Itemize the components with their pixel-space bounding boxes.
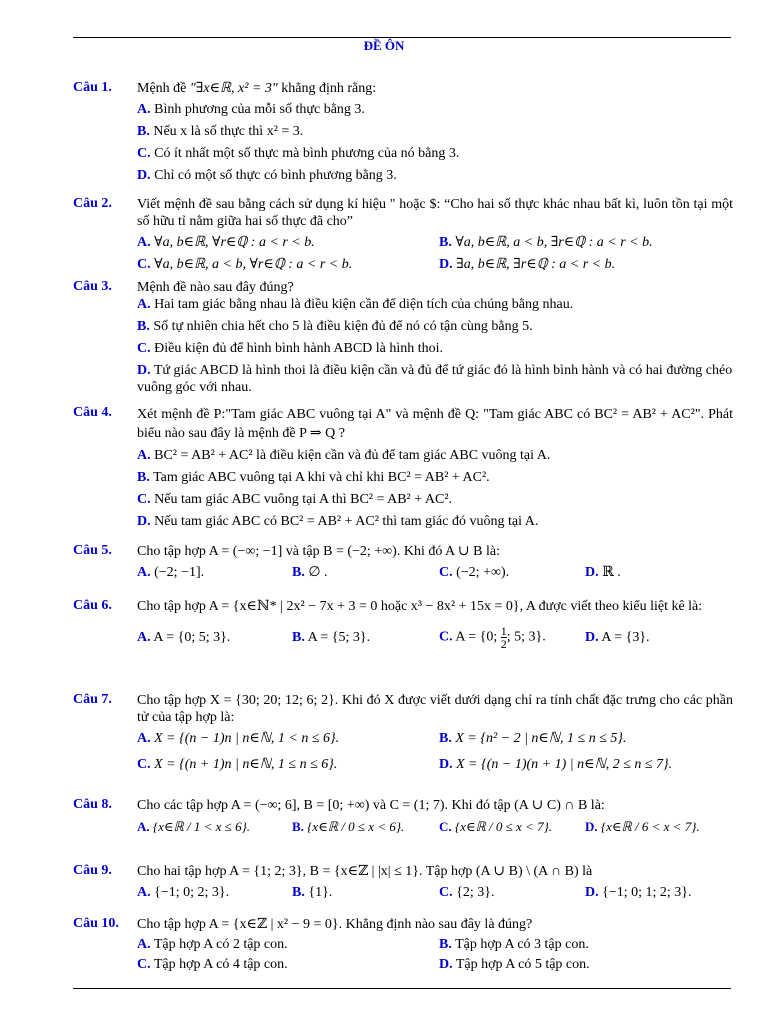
fraction: $\frac{1}{2}$ [500,624,507,651]
question-2 [73,196,733,274]
question-stem: Cho hai tập hợp A = {1; 2; 3}, B = {x∈ℤ | |x| ≤ 1}. Tập hợp (A ∪ B) \ (A ∩ B) là [137,864,593,879]
question-7 [73,692,733,774]
option-a: A. ∀a, b∈ℝ, ∀r∈ℚ : a < r < b. [137,235,315,250]
question-stem: Cho các tập hợp A = (−∞; 6], B = [0; +∞) và C = (1; 7). Khi đó tập (A ∪ C) ∩ B là: [137,798,605,813]
question-stem: Cho tập hợp A = {x∈ℕ* | 2x² − 7x + 3 = 0 hoặc x³ − 8x² + 15x = 0}, A được viết theo kiểu liệt kê là: [137,599,703,614]
bottom-rule [73,988,731,989]
option-a: A. X = {(n − 1)n | n∈ℕ, 1 < n ≤ 6}. [137,731,340,746]
question-number: Câu 2. [73,196,112,211]
question-stem: Mệnh đề nào sau đây đúng? [137,280,294,295]
option-b: B. Nếu x là số thực thì x² = 3. [137,124,304,139]
question-stem: Cho tập hợp A = {x∈ℤ | x² − 9 = 0}. Khẳng định nào sau đây là đúng? [137,917,533,932]
question-6 [73,598,733,650]
option-a: A. A = {0; 5; 3}. [137,629,231,645]
question-number: Câu 4. [73,405,112,420]
option-d: D. Nếu tam giác ABC có BC² = AB² + AC² thì tam giác đó vuông tại A. [137,514,539,529]
question-number: Câu 8. [73,797,112,812]
option-d: D. X = {(n − 1)(n + 1) | n∈ℕ, 2 ≤ n ≤ 7}. [439,757,673,772]
option-b: B. A = {5; 3}. [292,629,371,645]
option-b: B. Số tự nhiên chia hết cho 5 là điều kiện đủ để nó có tận cùng bằng 5. [137,319,533,334]
option-b: B. ∅ . [292,565,328,580]
option-a: A. Tập hợp A có 2 tập con. [137,937,288,952]
question-number: Câu 6. [73,598,112,613]
question-4 [73,405,733,531]
option-c: C. Điều kiện đủ để hình bình hành ABCD là hình thoi. [137,341,444,356]
option-d: D. A = {3}. [585,629,650,645]
option-c: C. {2; 3}. [439,885,495,900]
option-a: A. BC² = AB² + AC² là điều kiện cần và đủ để tam giác ABC vuông tại A. [137,448,551,463]
option-a: A. Bình phương của mỗi số thực bằng 3. [137,102,365,117]
option-a: A. Hai tam giác bằng nhau là điều kiện cần để diện tích của chúng bằng nhau. [137,297,574,312]
option-b: B. {x∈ℝ / 0 ≤ x < 6}. [292,819,405,834]
option-d: D. ∃a, b∈ℝ, ∃r∈ℚ : a < r < b. [439,257,616,272]
option-b: B. ∀a, b∈ℝ, a < b, ∃r∈ℚ : a < r < b. [439,235,653,250]
options-grid [137,234,733,274]
question-stem: Mệnh đề "∃x∈ℝ, x² = 3" khẳng định rằng: [137,81,377,96]
option-d: D. Tứ giác ABCD là hình thoi là điều kiện cần và đủ để tứ giác đó là hình bình hành và có hai đường chéo vuông góc với nhau. [137,363,733,395]
question-stem: Cho tập hợp A = (−∞; −1] và tập B = (−2; +∞). Khi đó A ∪ B là: [137,544,500,559]
option-c: C. (−2; +∞). [439,565,510,580]
option-d: D. {−1; 0; 1; 2; 3}. [585,885,692,900]
question-stem: Xét mệnh đề P:"Tam giác ABC vuông tại A" và mệnh đề Q: "Tam giác ABC có BC² = AB² + AC²". Phát biểu nào sau đây là mệnh đề P ⇒ Q ? [137,407,733,441]
options-grid [137,625,733,650]
option-d: D. ℝ . [585,565,621,580]
page-title: ĐỀ ÔN [363,38,405,53]
option-d: D. {x∈ℝ / 6 < x < 7}. [585,819,700,834]
option-b: B. X = {n² − 2 | n∈ℕ, 1 ≤ n ≤ 5}. [439,731,627,746]
question-number: Câu 10. [73,916,119,931]
option-c: C. X = {(n + 1)n | n∈ℕ, 1 ≤ n ≤ 6}. [137,757,338,772]
option-c: C. Có ít nhất một số thực mà bình phương của nó bằng 3. [137,146,460,161]
option-d: D. Chỉ có một số thực có bình phương bằng 3. [137,168,397,183]
options-grid [137,884,733,902]
option-d: D. Tập hợp A có 5 tập con. [439,957,590,972]
options-grid [137,818,733,836]
options-grid [137,730,733,774]
option-a: A. {−1; 0; 2; 3}. [137,885,230,900]
option-c: C. Nếu tam giác ABC vuông tại A thì BC² = AB² + AC². [137,492,453,507]
option-c: C. {x∈ℝ / 0 ≤ x < 7}. [439,819,553,834]
option-a: A. {x∈ℝ / 1 < x ≤ 6}. [137,819,251,834]
option-a: A. (−2; −1]. [137,565,205,580]
question-1 [73,80,733,185]
question-number: Câu 9. [73,863,112,878]
question-8 [73,797,733,836]
question-stem: Cho tập hợp X = {30; 20; 12; 6; 2}. Khi đó X được viết dưới dạng chỉ ra tính chất đặc trưng cho các phần tử của tập hợp là: [137,693,733,725]
option-b: B. {1}. [292,885,333,900]
option-b: B. Tam giác ABC vuông tại A khi và chỉ khi BC² = AB² + AC². [137,470,490,485]
option-b: B. Tập hợp A có 3 tập con. [439,937,589,952]
question-number: Câu 3. [73,279,112,294]
question-stem: Viết mệnh đề sau bằng cách sử dụng kí hiệu " hoặc $: “Cho hai số thực khác nhau bất kì, luôn tồn tại một số hữu tỉ nằm giữa hai số thực đã cho” [137,197,733,229]
question-9 [73,863,733,902]
option-c: C. A = {0; $\frac{1}{2}$ ; 5; 3}. [439,624,546,651]
question-number: Câu 1. [73,80,112,95]
question-10 [73,916,733,974]
options-grid [137,564,733,582]
question-number: Câu 7. [73,692,112,707]
options-grid [137,936,733,974]
question-number: Câu 5. [73,543,112,558]
option-c: C. ∀a, b∈ℝ, a < b, ∀r∈ℚ : a < r < b. [137,257,353,272]
question-3 [73,279,733,396]
question-5 [73,543,733,582]
option-c: C. Tập hợp A có 4 tập con. [137,957,288,972]
